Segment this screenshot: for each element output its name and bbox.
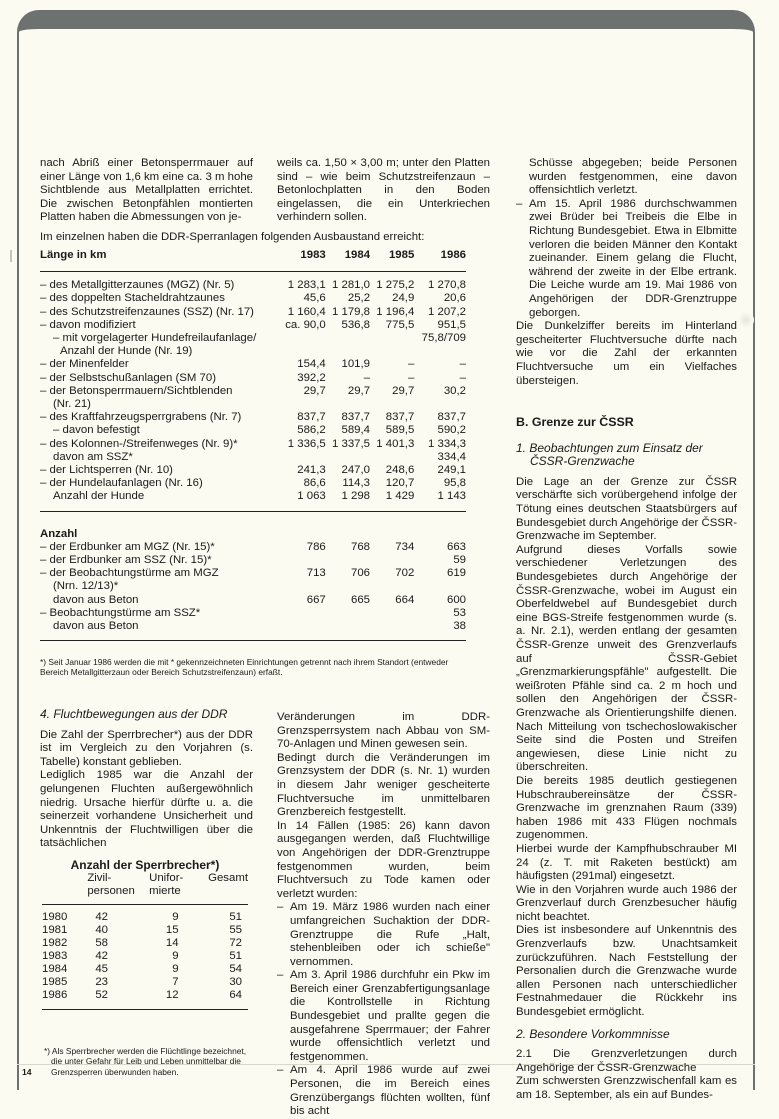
column-header-line: Gesamt (208, 872, 248, 884)
cell-value: 9 (172, 963, 179, 975)
cell-value: 392,2 (297, 371, 326, 384)
table-row (42, 905, 248, 925)
cell-value (414, 398, 466, 411)
cell-value: 15 (165, 924, 179, 936)
table-row (40, 398, 466, 411)
col2-top-paragraph: weils ca. 1,50 × 3,00 m; unter den Platten sind – wie beim Schutzstreifenzaun – Betonlochplatten in den Boden eingelassen, die ein Unterkriechen verhindern sollen. (277, 157, 490, 224)
cell-value: 1 160,4 (287, 305, 326, 318)
group-header: Anzahl (40, 527, 78, 540)
table-row (40, 345, 466, 358)
cell-value: 248,6 (385, 464, 415, 477)
column-header: 1985 (370, 249, 414, 272)
cell-value: 1 401,3 (376, 437, 415, 450)
row-label: (Nr. 21) (53, 398, 91, 411)
year-cell: 1986 (42, 989, 87, 1010)
cell-value: 55 (229, 924, 242, 936)
cell-value (326, 451, 370, 464)
cell-value: 589,4 (341, 424, 371, 437)
cell-value: 38 (414, 620, 466, 641)
cell-value: 1 429 (370, 490, 414, 511)
row-label: – mit vorgelagerter Hundefreilaufanlage/ (53, 332, 257, 345)
row-label: Anzahl der Hunde (Nr. 19) (60, 345, 193, 358)
paragraph: Wie in den Vorjahren wurde auch 1986 der Grenzverlauf durch Grenzbesucher häufig nicht beachtet. (516, 883, 737, 923)
cell-value (326, 332, 370, 345)
table-row (40, 451, 466, 464)
paragraph: 2.1 Die Grenzverletzungen durch Angehörige der ČSSR-Grenzwache (516, 1048, 737, 1074)
paragraph: Veränderungen im DDR-Grenzsperrsystem nach Abbau von SM-70-Anlagen und Minen gewesen sein. (277, 711, 490, 751)
cell-value (279, 580, 326, 593)
table-row (40, 332, 466, 345)
cell-value: 734 (395, 540, 415, 553)
cell-value: – (459, 371, 466, 384)
cell-value: 64 (199, 989, 248, 1010)
table-row (42, 937, 248, 950)
column-header: Länge in km (40, 249, 279, 272)
incident-list (516, 198, 737, 320)
paragraph: Zum schwersten Grenzzwischenfall kam es am 18. September, als ein auf Bundes- (516, 1075, 737, 1101)
subsection-2-heading: 2. Besondere Vorkommnisse (516, 1026, 670, 1041)
paragraph: Dies ist insbesondere auf Unkenntnis des Grenzverlaufs bzw. Unachtsamkeit zurückzuführen. Nach Feststellung der Personalien durch die Grenzwache wurde allen Personen nach unterschiedlicher Festnahmedauer die Rückkehr ins Bundesgebiet ermöglicht. (516, 924, 737, 1019)
cell-value: 837,7 (341, 411, 371, 424)
table-row (42, 963, 248, 976)
paragraph: Schüsse abgegeben; beide Personen wurden festgenommen, eine davon offensichtlich verletzt. (529, 157, 737, 197)
cell-value (279, 398, 326, 411)
cell-value: 1 281,0 (332, 279, 371, 292)
cell-value: 775,5 (385, 318, 415, 331)
cell-value: 1 298 (326, 490, 370, 511)
cell-value (326, 398, 370, 411)
cell-value: 1 207,2 (427, 305, 466, 318)
cell-value: 1 334,3 (427, 437, 466, 450)
cell-value: 86,6 (303, 477, 326, 490)
year-cell: 1981 (42, 924, 68, 936)
row-label: – der Hundelaufanlagen (Nr. 16) (40, 477, 203, 490)
paragraph: In 14 Fällen (1985: 26) kann davon ausgegangen werden, daß Fluchtwillige von Angehörigen der DDR-Grenztruppe festgenommen wurden, beim Fluchtversuch zu Tode kamen oder verletzt wurden: (277, 819, 490, 900)
cell-value: 1 063 (279, 490, 326, 511)
table-row (40, 438, 466, 451)
table-header-row (42, 872, 248, 905)
row-label: – davon befestigt (53, 424, 140, 437)
cell-value: 664 (395, 593, 415, 606)
cell-value: 29,7 (347, 384, 371, 397)
cell-value (370, 607, 414, 620)
cell-value (326, 580, 370, 593)
row-label: – des Metallgitterzaunes (MGZ) (Nr. 5) (40, 279, 235, 292)
col1-top-paragraph: nach Abriß einer Betonsperrmauer auf einer Länge von 1,6 km eine ca. 3 m hohe Sichtblende aus Metallplatten errichtet. Die zwischen Betonpfählen montierten Platten haben die Abmessungen von je- (40, 157, 253, 224)
cell-value: 59 (453, 554, 466, 567)
column-header (87, 872, 149, 905)
col2-bottom (277, 711, 490, 1119)
cell-value: 1 275,2 (376, 279, 415, 292)
cell-value: 536,8 (341, 318, 371, 331)
table-row (40, 319, 466, 332)
cell-value: 837,7 (297, 411, 326, 424)
cell-value: 706 (351, 567, 371, 580)
year-cell: 1985 (42, 976, 68, 988)
group-header-row (40, 511, 466, 541)
cell-value: 30,2 (443, 384, 466, 397)
cell-value: 9 (172, 911, 179, 923)
column-header (149, 872, 198, 905)
table-header-row (40, 249, 466, 272)
table-row (40, 580, 466, 593)
cell-value: 663 (446, 540, 466, 553)
section-4-paragraph: Die Zahl der Sperrbrecher*) aus der DDR ist im Vergleich zu den Vorjahren (s. Tabelle) konstant geblieben. (40, 728, 253, 768)
cell-value: 51 (229, 950, 242, 962)
section-4-paragraph: Lediglich 1985 war die Anzahl der gelungenen Fluchten außergewöhnlich niedrig. Ursache hierfür dürfte u. a. die seinerzeit vorhandene Unsicherheit und Unkenntnis der Fluchtwilligen über die tatsächlichen (40, 769, 253, 850)
cell-value: 23 (95, 976, 108, 988)
paragraph: Hierbei wurde der Kampfhubschrauber MI 24 (z. T. mit Raketen bestückt) am häufigsten (291mal) eingesetzt. (516, 842, 737, 883)
table-footnote: *) Seit Januar 1986 werden die mit * gekennzeichneten Einrichtungen getrennt nach ihrem Standort (entweder Bereich Metallgitterzaun oder Bereich Schutzstreifenzaun) erfaßt. (40, 657, 449, 678)
table-row (40, 358, 466, 371)
year-cell: 1982 (42, 937, 68, 949)
cell-value (370, 345, 414, 358)
table-row (42, 989, 248, 1010)
column-header (42, 872, 87, 905)
incident-item: – Am 15. April 1986 durchschwammen zwei Brüder bei Treibeis die Elbe in Richtung Bundesgebiet. Etwa in Elbmitte verloren die beiden Männer den Kontakt zueinander. Einem gelang die Flucht, während der zweite in der Elbe ertrank. Die Leiche wurde am 19. Mai 1986 von Angehörigen der DDR-Grenztruppe geborgen. (516, 198, 737, 320)
cell-value: 1 143 (414, 490, 466, 511)
sperrbrecher-table-title: Anzahl der Sperrbrecher*) (70, 858, 220, 872)
cell-value (414, 580, 466, 593)
cell-value: 72 (229, 937, 242, 949)
incident-item: – Am 4. April 1986 wurde auf zwei Personen, die im Bereich eines Grenzübergangs flüchten wollten, fünf bis acht (277, 1064, 490, 1118)
table-row (40, 554, 466, 567)
table-row (42, 976, 248, 989)
cell-value: 154,4 (297, 358, 326, 371)
row-label: – des doppelten Stacheldrahtzaunes (40, 292, 225, 305)
cell-value: 590,2 (437, 424, 466, 437)
year-cell: 1983 (42, 950, 68, 962)
cell-value: 9 (172, 950, 179, 962)
section-4 (40, 708, 253, 851)
paragraph: Bedingt durch die Veränderungen im Grenzsystem der DDR (s. Nr. 1) wurden in diesem Jahr weniger gescheiterte Fluchtversuche im unmittelbaren Grenzbereich festgestellt. (277, 751, 490, 819)
cell-value: 114,3 (342, 477, 371, 490)
cell-value (279, 620, 326, 641)
cell-value: 1 337,5 (332, 437, 371, 450)
cell-value (370, 580, 414, 593)
row-label: – der Minenfelder (40, 358, 129, 371)
cell-value: 54 (229, 963, 242, 975)
section-b-heading: B. Grenze zur ČSSR (516, 415, 634, 430)
paragraph: Die Lage an der Grenze zur ČSSR verschärfte sich vorübergehend infolge der Tötung eines deutschen Staatsbürgers auf Bundesgebiet durch Angehörige der ČSSR-Grenzwache im September. (516, 475, 737, 543)
page-number: 14 (22, 1067, 32, 1077)
row-label: Anzahl der Hunde (40, 490, 279, 511)
cell-value (326, 620, 370, 641)
table-row (40, 594, 466, 607)
table-row (40, 306, 466, 319)
cell-value: 29,7 (392, 384, 415, 397)
cell-value (279, 554, 326, 567)
cell-value: 75,8/709 (421, 332, 466, 345)
cell-value: 45 (95, 963, 108, 975)
cell-value (279, 607, 326, 620)
cell-value: 619 (446, 567, 466, 580)
cell-value: 30 (229, 976, 242, 988)
cell-value: – (407, 358, 415, 371)
cell-value: 120,7 (385, 477, 415, 490)
row-label: – des Kraftfahrzeugsperrgrabens (Nr. 7) (40, 411, 242, 424)
table-row (40, 541, 466, 554)
cell-value (370, 398, 414, 411)
cell-value: 1 283,1 (287, 279, 326, 292)
paragraph: Aufgrund dieses Vorfalls sowie verschiedener Verletzungen des Bundesgebietes durch Angehörige der ČSSR-Grenzwache, wobei im August ein Oberfeldwebel auf Bundesgebiet durch eine BGS-Streife festgenommen wurde (s. a. Nr. 2.1), werden entlang der gesamten ČSSR-Grenze unweit des Grenzverlaufs auf ČSSR-Gebiet „Grenzmarkierungspfähle" aufgestellt. Die weißroten Pfähle sind ca. 2 m hoch und sollen den Angehörigen der ČSSR-Grenzwache als Orientierungshilfe dienen. Nach Mitteilung von tschechoslowakischer Seite sind die Posten und Streifen angewiesen, diese Linie nicht zu überschreiten. (516, 543, 737, 774)
column-header-line: Unifor- (149, 872, 184, 884)
column-header: 1984 (326, 249, 370, 272)
scan-mark (10, 250, 12, 262)
cell-value: – (407, 371, 415, 384)
cell-value: 1 196,4 (376, 305, 415, 318)
cell-value: 42 (95, 911, 108, 923)
cell-value (326, 554, 370, 567)
row-label: davon aus Beton (40, 620, 279, 641)
cell-value: 58 (95, 937, 108, 949)
cell-value: ca. 90,0 (285, 318, 326, 331)
cell-value: – (363, 371, 371, 384)
cell-value: 45,6 (303, 292, 326, 305)
cell-value (279, 345, 326, 358)
row-label: – der Betonsperrmauern/Sichtblenden (40, 384, 233, 397)
table-row (42, 950, 248, 963)
scan-speck (738, 312, 754, 328)
year-cell: 1984 (42, 963, 68, 975)
cell-value: 951,5 (437, 318, 466, 331)
paragraph: Die Dunkelziffer bereits im Hinterland gescheiterter Fluchtversuche dürfte nach wie vor die Zahl der erkannten Fluchtversuche um ein Vielfaches übersteigen. (516, 320, 737, 387)
column-header-line: Zivil- (87, 872, 112, 884)
cell-value: 95,8 (443, 477, 466, 490)
column-header: 1986 (414, 249, 466, 272)
cell-value: 20,6 (443, 292, 466, 305)
row-label: – der Selbstschußanlagen (SM 70) (40, 371, 217, 384)
col3 (516, 157, 737, 1103)
sperrbrecher-table (42, 858, 248, 1010)
row-label: – Beobachtungstürme am SSZ* (40, 606, 201, 619)
cell-value: 12 (149, 989, 198, 1010)
table-row (40, 372, 466, 385)
cell-value: 24,9 (392, 292, 415, 305)
row-label: – der Beobachtungstürme am MGZ (40, 567, 219, 580)
cell-value (370, 620, 414, 641)
table-row (40, 620, 466, 641)
cell-value: 786 (306, 540, 326, 553)
cell-value: 241,3 (297, 464, 326, 477)
barrier-status-table (40, 231, 466, 641)
cell-value: 249,1 (437, 464, 466, 477)
cell-value: 768 (351, 540, 371, 553)
cell-value (370, 332, 414, 345)
cell-value: 29,7 (303, 384, 326, 397)
subsection-1-heading: 1. Beobachtungen zum Einsatz der ČSSR-Grenzwache (516, 440, 703, 469)
cell-value: 589,5 (385, 424, 415, 437)
row-label: – der Erdbunker am MGZ (Nr. 15)* (40, 540, 215, 553)
cell-value (326, 607, 370, 620)
table-row (40, 490, 466, 511)
incident-item: – Am 19. März 1986 wurden nach einer umfangreichen Suchaktion der DDR-Grenztruppe die Rufe „Halt, stehenbleiben oder ich schieße" vernommen. (277, 901, 490, 969)
cell-value (326, 345, 370, 358)
cell-value: 667 (306, 593, 326, 606)
cell-value: 42 (95, 950, 108, 962)
incident-item: – Am 3. April 1986 durchfuhr ein Pkw im Bereich einer Grenzabfertigungsanlage die Kontrollstelle in Richtung Bundesgebiet und prallte gegen die ausgefahrene Sperrmauer; der Fahrer wurde offensichtlich verletzt und festgenommen. (277, 969, 490, 1064)
paragraph: Die bereits 1985 deutlich gestiegenen Hubschraubereinsätze der ČSSR-Grenzwache im grenznahen Raum (339) haben 1986 mit 433 Flügen nochmals zugenommen. (516, 774, 737, 842)
cell-value (370, 554, 414, 567)
cell-value: 247,0 (341, 464, 371, 477)
table-intro: Im einzelnen haben die DDR-Sperranlagen folgenden Ausbaustand erreicht: (40, 231, 425, 243)
table-row (40, 567, 466, 580)
column-header: 1983 (279, 249, 326, 272)
cell-value: 40 (95, 924, 108, 936)
sperrbrecher-footnote: *) Als Sperrbrecher werden die Flüchtlinge bezeichnet, die unter Gefahr für Leib und Leben unmittelbar die Grenzsperren überwunden haben. (44, 1046, 247, 1077)
cell-value (414, 345, 466, 358)
cell-value: 665 (351, 593, 371, 606)
cell-value: 334,4 (437, 450, 466, 463)
table-row (40, 607, 466, 620)
column-header-line: mierte (149, 885, 181, 897)
cell-value: 14 (165, 937, 179, 949)
cell-value: 600 (446, 593, 466, 606)
cell-value: 1 336,5 (287, 437, 326, 450)
cell-value: 101,9 (341, 358, 371, 371)
table-row (40, 411, 466, 424)
cell-value: 1 270,8 (427, 279, 466, 292)
cell-value: 837,7 (437, 411, 466, 424)
cell-value: 51 (229, 911, 242, 923)
column-header-line: personen (87, 885, 135, 897)
section-4-heading: 4. Fluchtbewegungen aus der DDR (40, 707, 228, 721)
cell-value: – (459, 358, 466, 371)
cell-value: 713 (306, 567, 326, 580)
row-label: – davon modifiziert (40, 318, 136, 331)
cell-value: 702 (395, 567, 415, 580)
table-row (40, 477, 466, 490)
table-row (40, 464, 466, 477)
row-label: – des Kolonnen-/Streifenweges (Nr. 9)* (40, 437, 238, 450)
cell-value: 7 (172, 976, 179, 988)
cell-value: 53 (453, 606, 466, 619)
cell-value: 1 179,8 (332, 305, 371, 318)
cell-value: 52 (87, 989, 149, 1010)
year-cell: 1980 (42, 911, 68, 923)
column-header (199, 872, 248, 905)
cell-value (279, 451, 326, 464)
table-row (40, 385, 466, 398)
row-label: davon aus Beton (53, 593, 139, 606)
row-label: – der Lichtsperren (Nr. 10) (40, 464, 173, 477)
row-label: (Nrn. 12/13)* (53, 580, 119, 593)
incident-list (277, 901, 490, 1119)
cell-value: 25,2 (347, 292, 371, 305)
cell-value: 837,7 (385, 411, 415, 424)
cell-value (370, 451, 414, 464)
cell-value: 586,2 (297, 424, 326, 437)
cell-value (279, 332, 326, 345)
table-row (40, 292, 466, 305)
row-label: davon am SSZ* (53, 450, 133, 463)
table-row (40, 424, 466, 437)
row-label: – des Schutzstreifenzaunes (SSZ) (Nr. 17) (40, 305, 254, 318)
table-row (40, 272, 466, 293)
row-label: – der Erdbunker am SSZ (Nr. 15)* (40, 554, 212, 567)
table-row (42, 924, 248, 937)
